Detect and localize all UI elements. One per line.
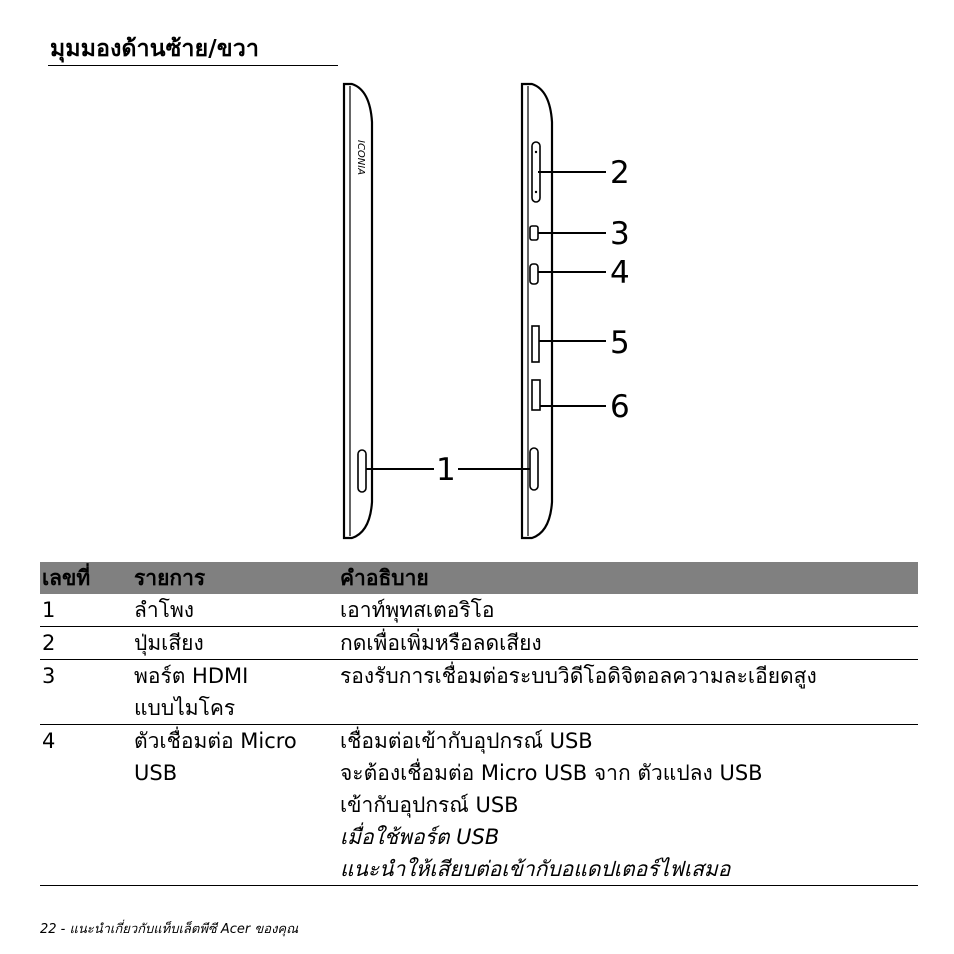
device-brand-text: ICONIA <box>355 140 366 176</box>
row-description-line: เชื่อมต่อเข้ากับอุปกรณ์ USB <box>340 729 593 753</box>
callout-2: 2 <box>610 155 630 191</box>
row-number: 1 <box>42 598 56 622</box>
row-description <box>340 627 920 659</box>
row-item <box>134 725 334 789</box>
row-item <box>134 627 334 659</box>
table-row <box>40 660 918 725</box>
header-description: คำอธิบาย <box>340 566 429 590</box>
row-description-line: จะต้องเชื่อมต่อ Micro USB จาก ตัวแปลง USB <box>340 761 763 785</box>
row-item-line: แบบไมโคร <box>134 696 236 720</box>
callout-5: 5 <box>610 325 630 361</box>
row-number: 3 <box>42 664 56 688</box>
row-description-line: รองรับการเชื่อมต่อระบบวิดีโอดิจิตอลความละเอียดสูง <box>340 664 817 688</box>
ports-table <box>40 562 918 886</box>
row-description-line: กดเพื่อเพิ่มหรือลดเสียง <box>340 631 542 655</box>
micro-usb-port <box>530 264 538 284</box>
row-note-line: เมื่อใช้พอร์ต USB <box>340 825 500 849</box>
heading-underline <box>48 65 338 66</box>
callout-6: 6 <box>610 389 630 425</box>
callout-1: 1 <box>436 452 456 488</box>
table-row <box>40 627 918 660</box>
hdmi-port <box>530 226 538 240</box>
row-item-line: ตัวเชื่อมต่อ Micro <box>134 729 297 753</box>
table-header-row <box>40 562 918 594</box>
right-speaker-grille <box>530 448 538 490</box>
row-number: 4 <box>42 729 56 753</box>
row-description-line: เอาท์พุทสเตอริโอ <box>340 598 495 622</box>
row-description <box>340 725 920 885</box>
row-description-line: เข้ากับอุปกรณ์ USB <box>340 793 519 817</box>
header-item: รายการ <box>134 566 206 590</box>
row-number: 2 <box>42 631 56 655</box>
row-description <box>340 660 920 692</box>
row-item <box>134 594 334 626</box>
row-description <box>340 594 920 626</box>
row-note-line: แนะนำให้เสียบต่อเข้ากับอแดปเตอร์ไฟเสมอ <box>340 857 731 881</box>
row-item-line: ปุ่มเสียง <box>134 631 204 655</box>
section-heading: มุมมองด้านซ้าย/ขวา <box>50 36 260 62</box>
device-side-view-figure <box>340 82 660 540</box>
row-item-line: USB <box>134 761 178 785</box>
table-row <box>40 725 918 886</box>
row-item-line: ลำโพง <box>134 598 195 622</box>
device-side-view-illustration <box>340 82 660 540</box>
page-footer: 22 - แนะนำเกี่ยวกับแท็บเล็ตพีซี Acer ของคุณ <box>40 922 299 937</box>
port-5 <box>532 326 539 362</box>
left-speaker-grille <box>358 450 366 492</box>
row-item <box>134 660 334 724</box>
callout-3: 3 <box>610 216 630 252</box>
callout-4: 4 <box>610 255 630 291</box>
table-row <box>40 594 918 627</box>
row-item-line: พอร์ต HDMI <box>134 664 249 688</box>
port-6 <box>532 380 540 410</box>
header-number: เลขที่ <box>42 566 91 590</box>
